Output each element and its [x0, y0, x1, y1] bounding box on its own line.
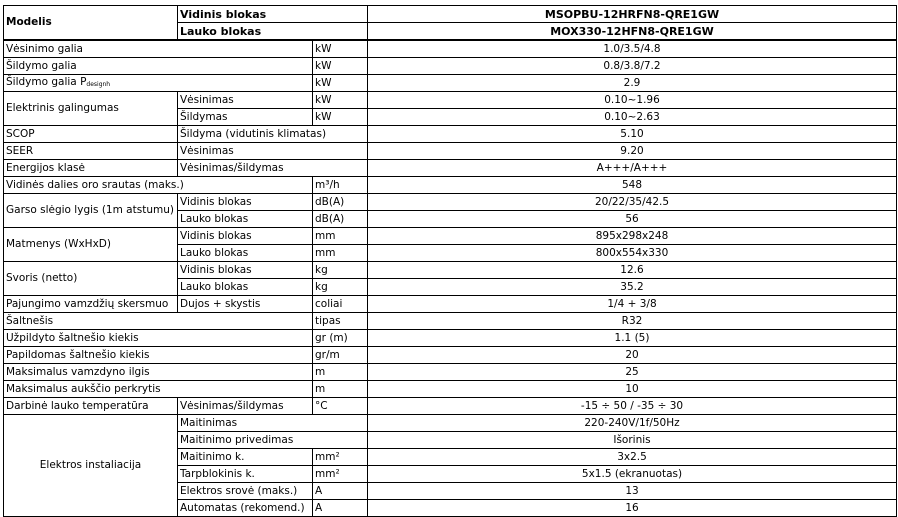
row-sublabel: Automatas (rekomend.) [178, 500, 313, 517]
row-label-subscript: designh [86, 81, 111, 88]
row-power-cooling [4, 92, 897, 109]
row-unit: kg [313, 279, 368, 296]
row-airflow [4, 177, 897, 194]
row-sublabel: Maitinimas [178, 415, 368, 432]
row-value: 895x298x248 [368, 228, 897, 245]
row-label: Šaltnešis [4, 313, 313, 330]
indoor-unit-label: Vidinis blokas [178, 6, 368, 23]
row-unit: kg [313, 262, 368, 279]
row-unit: m [313, 381, 368, 398]
row-unit: kW [313, 75, 368, 92]
row-noise-indoor [4, 194, 897, 211]
row-label: Maksimalus vamzdyno ilgis [4, 364, 313, 381]
row-sublabel: Vėsinimas [178, 92, 313, 109]
row-max-height-difference [4, 381, 897, 398]
row-value: R32 [368, 313, 897, 330]
row-value: 13 [368, 483, 897, 500]
row-sublabel: Elektros srovė (maks.) [178, 483, 313, 500]
row-value: Išorinis [368, 432, 897, 449]
row-value: 25 [368, 364, 897, 381]
row-value: 0.10~2.63 [368, 109, 897, 126]
row-sublabel: Maitinimo privedimas [178, 432, 368, 449]
row-sublabel: Lauko blokas [178, 211, 313, 228]
row-value: 16 [368, 500, 897, 517]
outdoor-model: MOX330-12HFN8-QRE1GW [368, 23, 897, 41]
row-pipe-diameter [4, 296, 897, 313]
row-unit: gr (m) [313, 330, 368, 347]
row-label: Užpildyto šaltnešio kiekis [4, 330, 313, 347]
row-refrigerant [4, 313, 897, 330]
row-unit: dB(A) [313, 194, 368, 211]
row-unit: kW [313, 92, 368, 109]
row-cooling-capacity [4, 40, 897, 58]
row-heating-pdesign [4, 75, 897, 92]
row-value: 5x1.5 (ekranuotas) [368, 466, 897, 483]
header-row-indoor [4, 6, 897, 23]
row-value: -15 ÷ 50 / -35 ÷ 30 [368, 398, 897, 415]
row-sublabel: Vidinis blokas [178, 228, 313, 245]
row-sublabel: Šildyma (vidutinis klimatas) [178, 126, 368, 143]
row-value: 1/4 + 3/8 [368, 296, 897, 313]
row-unit: mm [313, 228, 368, 245]
row-sublabel: Maitinimo k. [178, 449, 313, 466]
row-label: Vėsinimo galia [4, 40, 313, 58]
row-label: Darbinė lauko temperatūra [4, 398, 178, 415]
row-label: SEER [4, 143, 178, 160]
row-label [4, 75, 313, 92]
row-label-text: Šildymo galia P [6, 76, 87, 88]
row-unit: kW [313, 109, 368, 126]
row-value: 10 [368, 381, 897, 398]
spec-table [3, 5, 897, 517]
row-value: 9.20 [368, 143, 897, 160]
row-sublabel: Lauko blokas [178, 245, 313, 262]
electrical-label: Elektros instaliacija [4, 415, 178, 517]
row-unit: kW [313, 58, 368, 75]
row-value: 800x554x330 [368, 245, 897, 262]
row-unit: mm [313, 245, 368, 262]
row-refrigerant-charge [4, 330, 897, 347]
row-label: Maksimalus aukščio perkrytis [4, 381, 313, 398]
row-value: 0.10~1.96 [368, 92, 897, 109]
row-sublabel: Vėsinimas [178, 143, 368, 160]
row-value: 12.6 [368, 262, 897, 279]
row-value: 56 [368, 211, 897, 228]
row-value: 0.8/3.8/7.2 [368, 58, 897, 75]
row-scop [4, 126, 897, 143]
row-unit: °C [313, 398, 368, 415]
row-label: Pajungimo vamzdžių skersmuo [4, 296, 178, 313]
row-value: 20/22/35/42.5 [368, 194, 897, 211]
row-label: Energijos klasė [4, 160, 178, 177]
row-sublabel: Tarpblokinis k. [178, 466, 313, 483]
row-seer [4, 143, 897, 160]
row-value: 1.0/3.5/4.8 [368, 40, 897, 58]
row-label: Svoris (netto) [4, 262, 178, 296]
row-unit: mm² [313, 466, 368, 483]
row-value: A+++/A+++ [368, 160, 897, 177]
row-sublabel: Vidinis blokas [178, 262, 313, 279]
row-extra-charge [4, 347, 897, 364]
row-value: 1.1 (5) [368, 330, 897, 347]
row-unit: A [313, 483, 368, 500]
row-value: 548 [368, 177, 897, 194]
row-unit: dB(A) [313, 211, 368, 228]
row-sublabel: Šildymas [178, 109, 313, 126]
row-unit: A [313, 500, 368, 517]
row-label: Garso slėgio lygis (1m atstumu) [4, 194, 178, 228]
row-unit: m³/h [313, 177, 368, 194]
row-unit: gr/m [313, 347, 368, 364]
row-electrical-power-supply [4, 415, 897, 432]
row-unit: kW [313, 40, 368, 58]
row-energy-class [4, 160, 897, 177]
row-label: Matmenys (WxHxD) [4, 228, 178, 262]
row-unit: mm² [313, 449, 368, 466]
model-label: Modelis [4, 6, 178, 41]
row-sublabel: Dujos + skystis [178, 296, 313, 313]
row-unit: tipas [313, 313, 368, 330]
row-value: 20 [368, 347, 897, 364]
row-weight-indoor [4, 262, 897, 279]
row-dimensions-indoor [4, 228, 897, 245]
row-value: 220-240V/1f/50Hz [368, 415, 897, 432]
row-sublabel: Vėsinimas/šildymas [178, 160, 368, 177]
row-label: Elektrinis galingumas [4, 92, 178, 126]
row-value: 3x2.5 [368, 449, 897, 466]
row-label: Papildomas šaltnešio kiekis [4, 347, 313, 364]
row-label: Šildymo galia [4, 58, 313, 75]
row-unit: m [313, 364, 368, 381]
row-value: 5.10 [368, 126, 897, 143]
row-unit: coliai [313, 296, 368, 313]
row-value: 35.2 [368, 279, 897, 296]
row-sublabel: Vidinis blokas [178, 194, 313, 211]
row-heating-capacity [4, 58, 897, 75]
outdoor-unit-label: Lauko blokas [178, 23, 368, 41]
row-value: 2.9 [368, 75, 897, 92]
row-max-pipe-length [4, 364, 897, 381]
row-label: SCOP [4, 126, 178, 143]
row-sublabel: Lauko blokas [178, 279, 313, 296]
row-operating-temperature [4, 398, 897, 415]
row-sublabel: Vėsinimas/šildymas [178, 398, 313, 415]
row-label: Vidinės dalies oro srautas (maks.) [4, 177, 313, 194]
indoor-model: MSOPBU-12HRFN8-QRE1GW [368, 6, 897, 23]
